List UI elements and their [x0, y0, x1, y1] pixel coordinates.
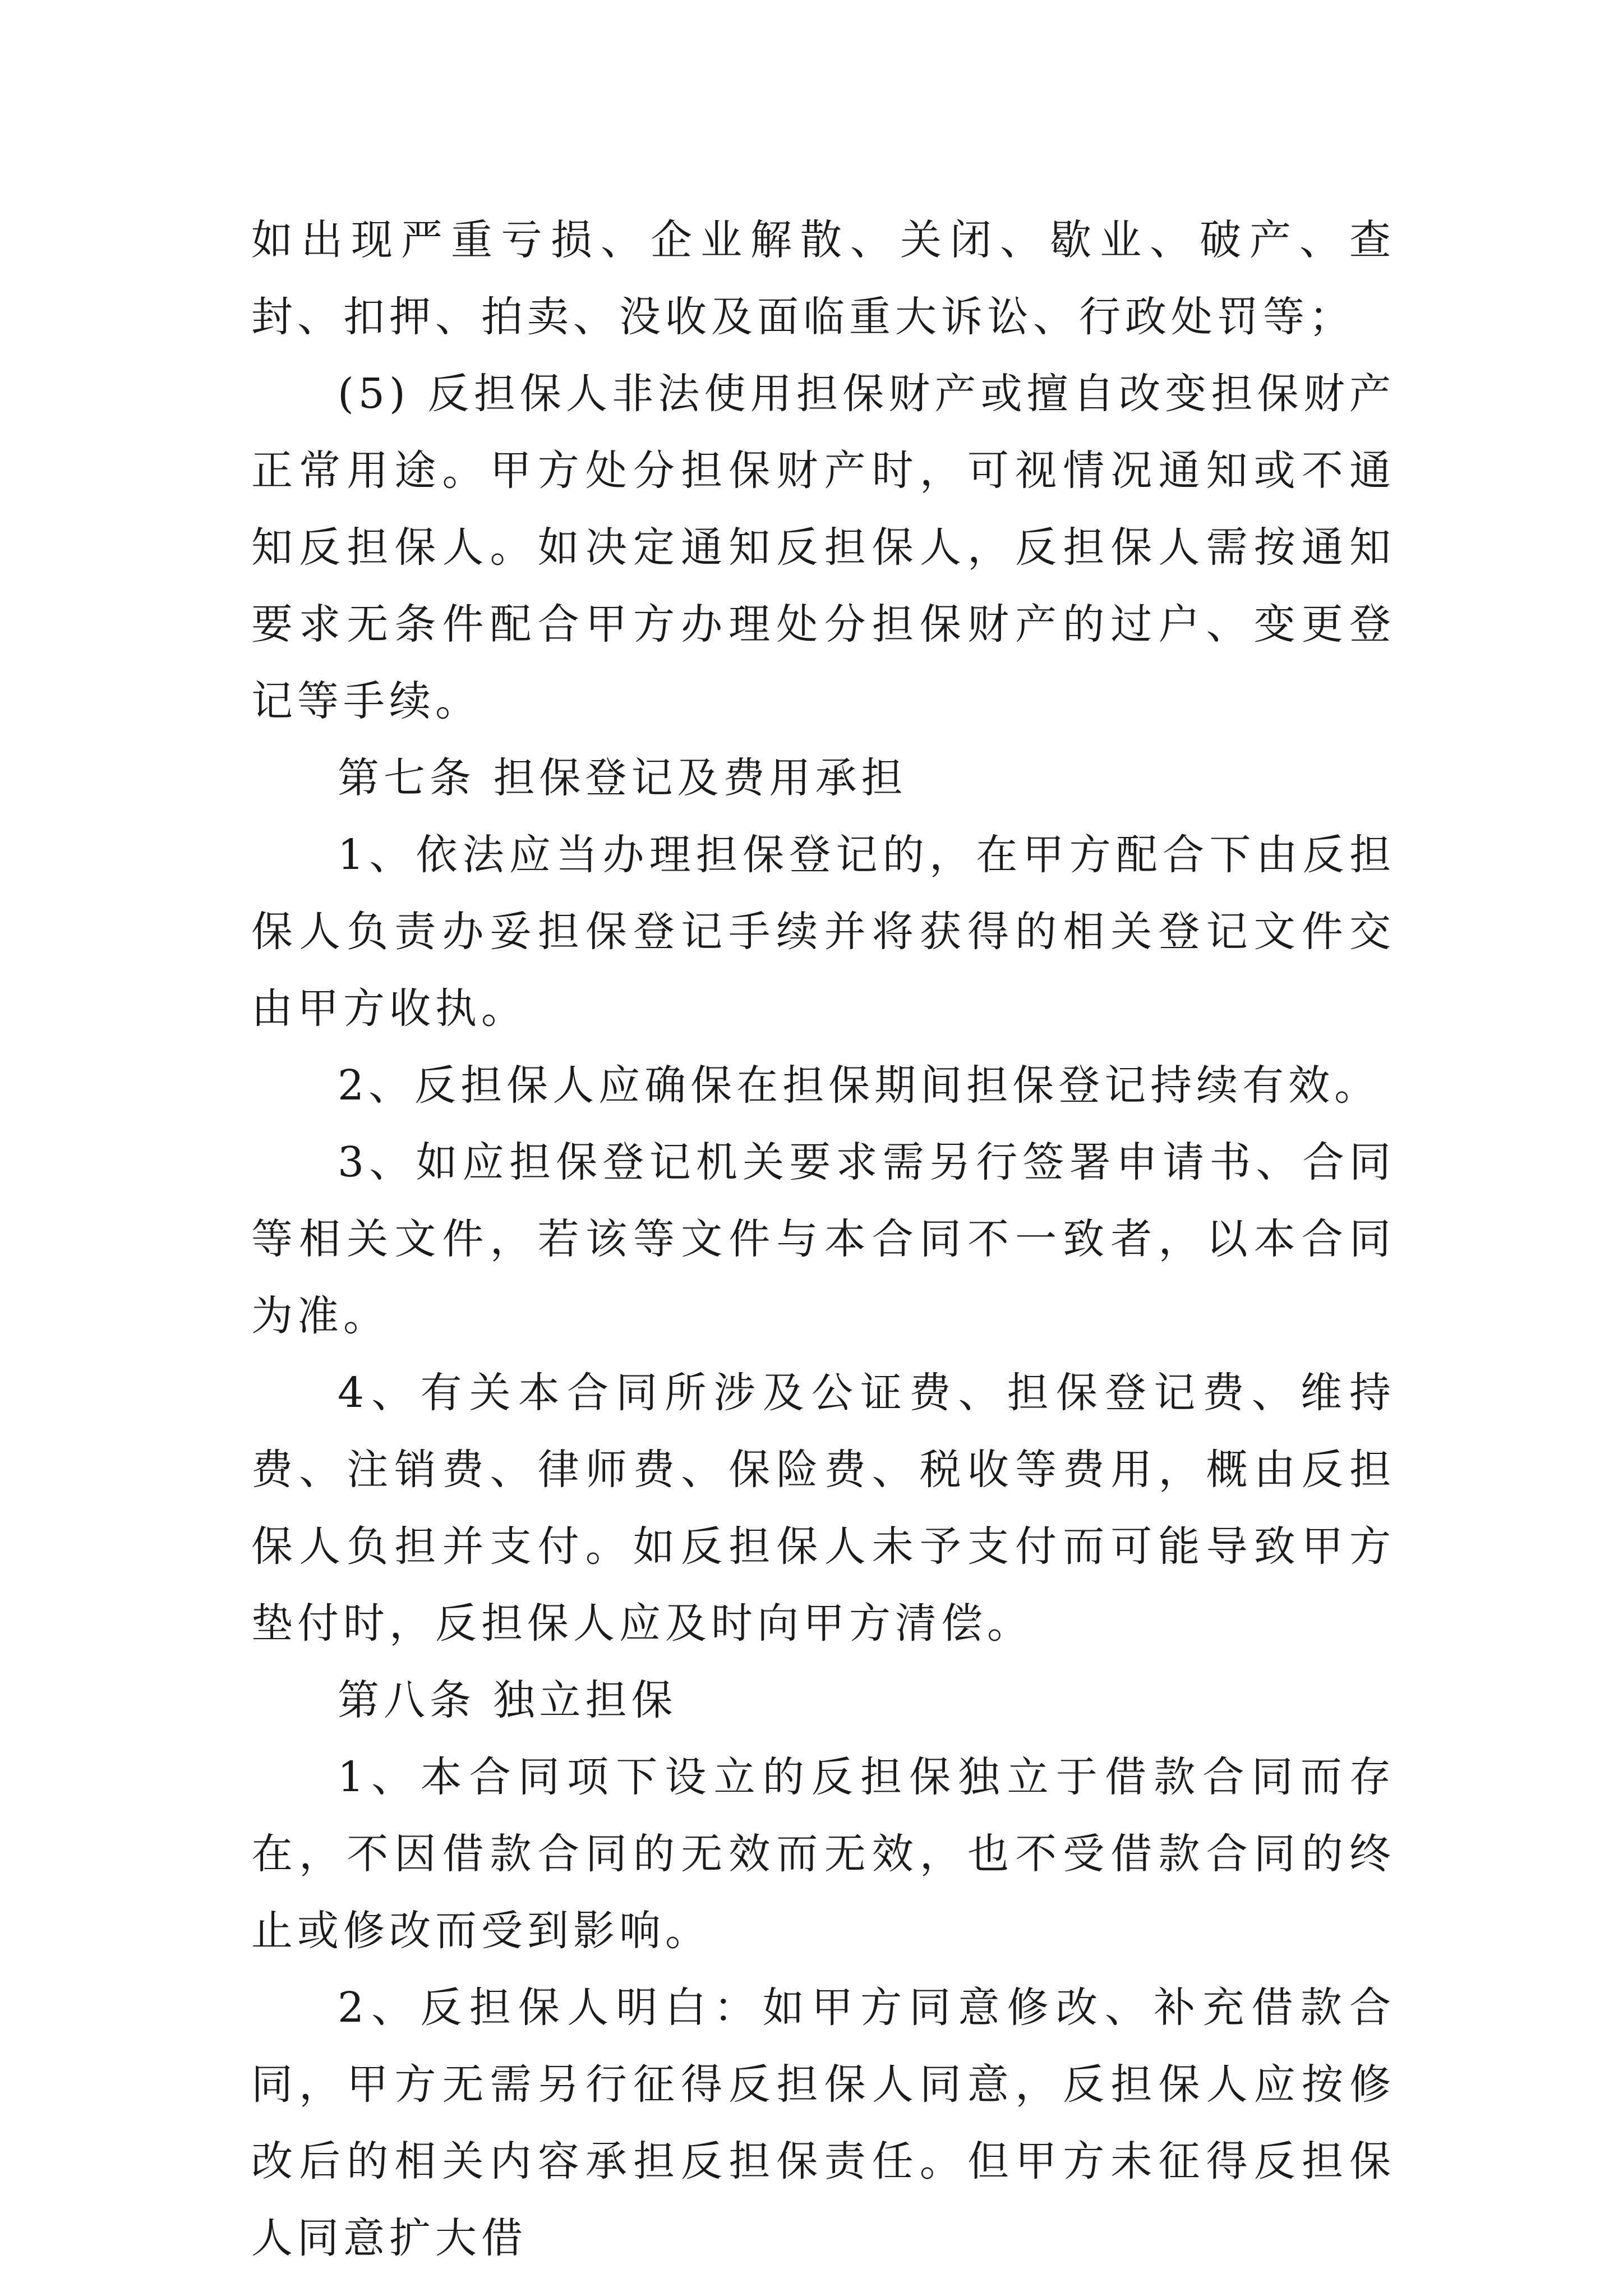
- article-7-item-4: 4、有关本合同所涉及公证费、担保登记费、维持费、注销费、律师费、保险费、税收等费用，概由反担保人负担并支付。如反担保人未予支付而可能导致甲方垫付时，反担保人应及时向甲方清偿。: [251, 1369, 1395, 1648]
- contract-text: [251, 202, 1395, 2277]
- article-7-heading: 第七条 担保登记及费用承担: [338, 754, 907, 802]
- article-8-item-2: 2、反担保人明白：如甲方同意修改、补充借款合同，甲方无需另行征得反担保人同意，反担保人应按修改后的相关内容承担反担保责任。但甲方未征得反担保人同意扩大借: [251, 1984, 1395, 2262]
- paragraph-continuation: 如出现严重亏损、企业解散、关闭、歇业、破产、查封、扣押、拍卖、没收及面临重大诉讼、行政处罚等；: [251, 216, 1395, 341]
- article-8-item-1: 1、本合同项下设立的反担保独立于借款合同而存在，不因借款合同的无效而无效，也不受借款合同的终止或修改而受到影响。: [251, 1753, 1395, 1955]
- article-7-item-3: 3、如应担保登记机关要求需另行签署申请书、合同等相关文件，若该等文件与本合同不一致者，以本合同为准。: [251, 1138, 1395, 1340]
- article-7-item-1: 1、依法应当办理担保登记的，在甲方配合下由反担保人负责办妥担保登记手续并将获得的相关登记文件交由甲方收执。: [251, 831, 1395, 1033]
- article-8-heading: 第八条 独立担保: [338, 1676, 677, 1724]
- paragraph-clause-5: (5) 反担保人非法使用担保财产或擅自改变担保财产正常用途。甲方处分担保财产时，可视情况通知或不通知反担保人。如决定通知反担保人，反担保人需按通知要求无条件配合甲方办理处分担保财产的过户、变更登记等手续。: [251, 370, 1395, 725]
- article-7-item-2: 2、反担保人应确保在担保期间担保登记持续有效。: [338, 1061, 1381, 1110]
